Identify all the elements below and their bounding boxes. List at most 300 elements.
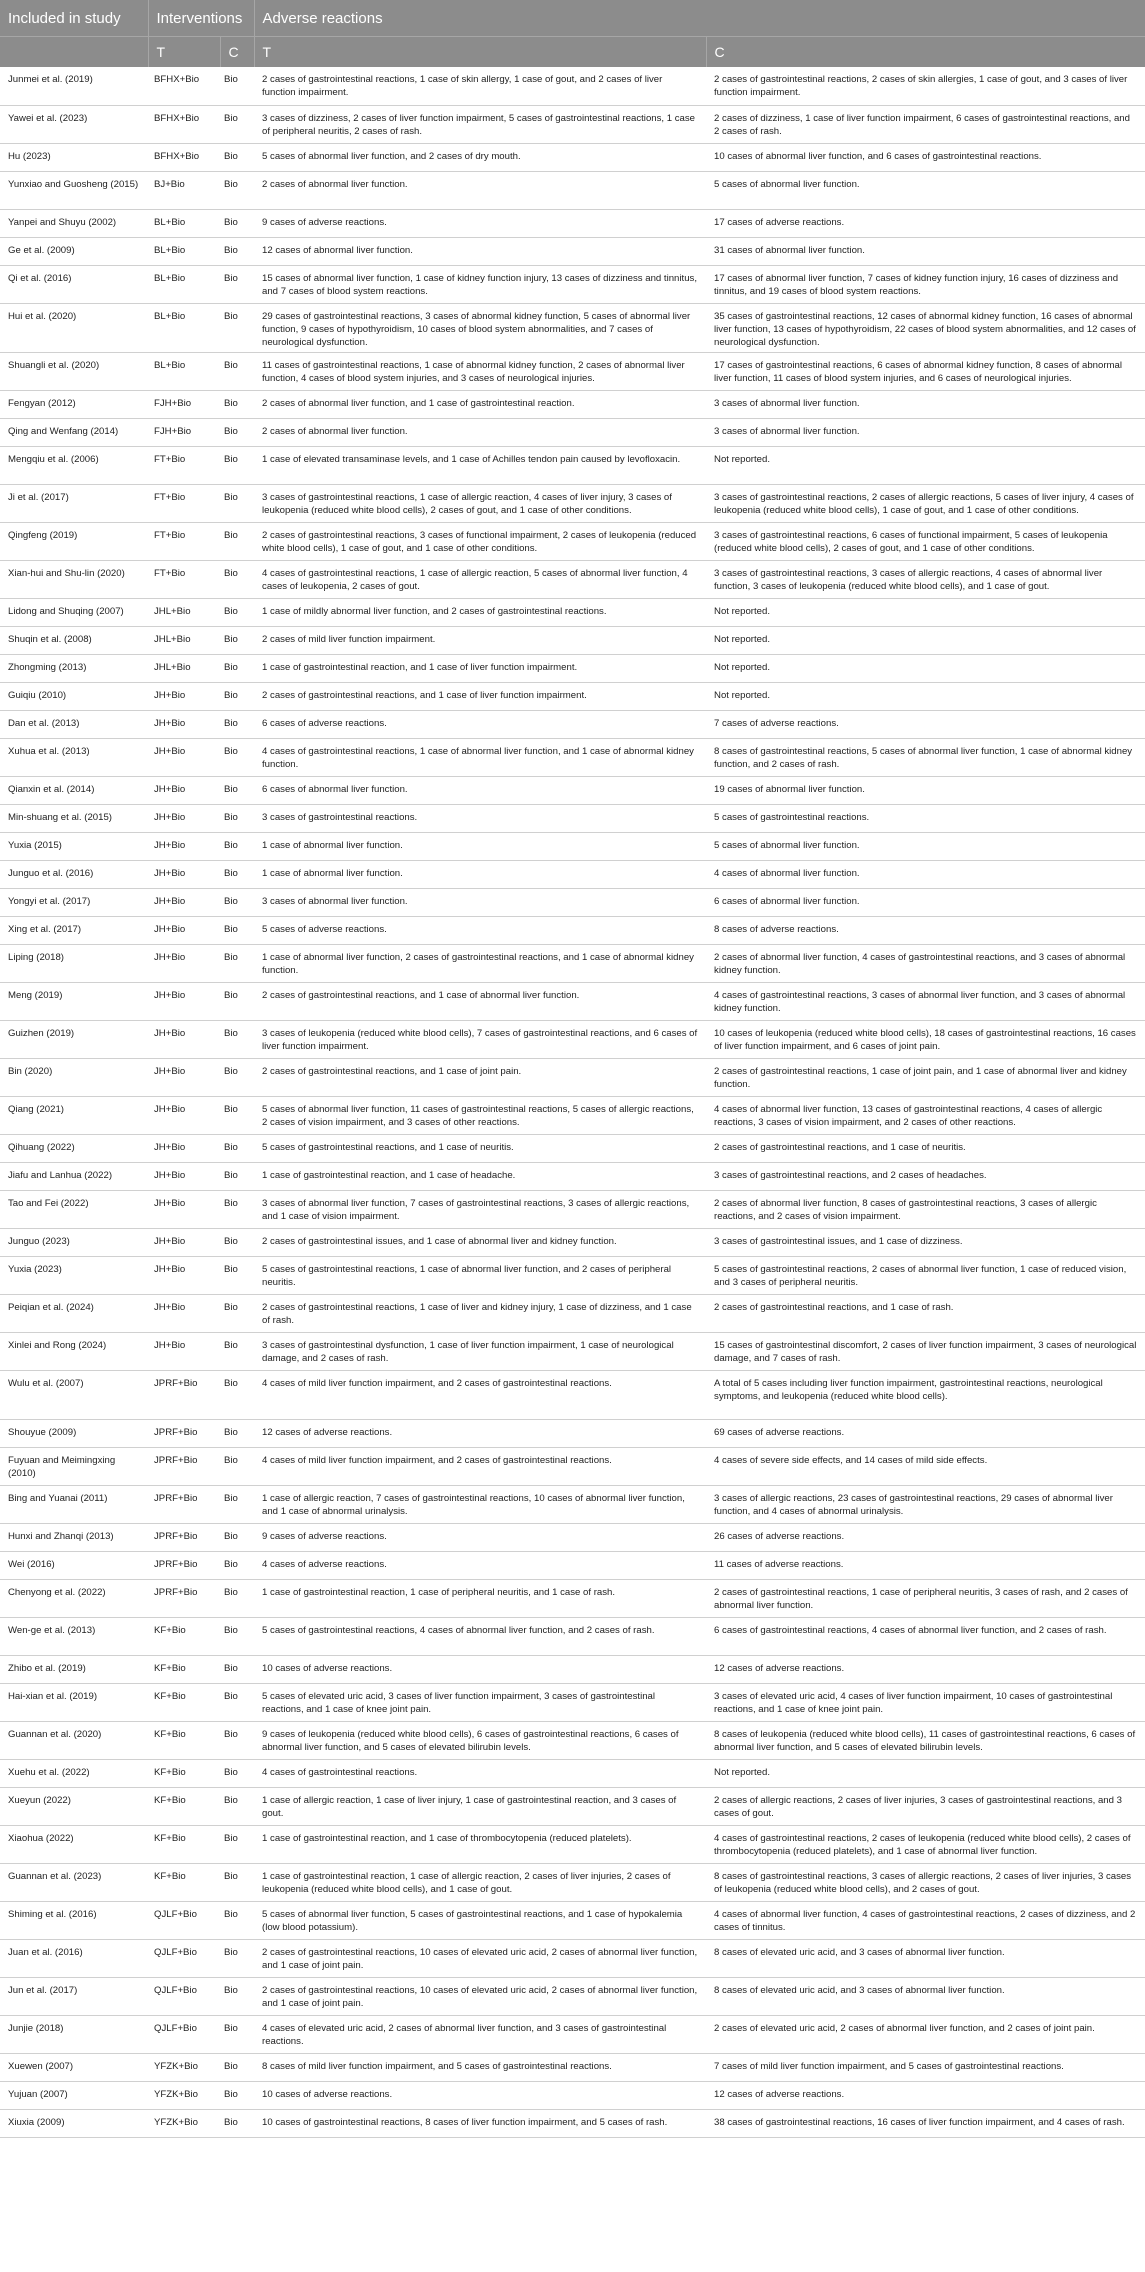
cell-adverse-t: 5 cases of gastrointestinal reactions, 1 case of abnormal liver function, and 2 cases of peripheral neuritis. — [254, 1256, 706, 1294]
cell-adverse-c: 17 cases of abnormal liver function, 7 cases of kidney function injury, 16 cases of dizziness and tinnitus, and 19 cases of blood system reactions. — [706, 265, 1145, 303]
cell-intervention-c: Bio — [220, 2053, 254, 2081]
cell-intervention-c: Bio — [220, 1579, 254, 1617]
cell-adverse-c: 8 cases of elevated uric acid, and 3 cases of abnormal liver function. — [706, 1977, 1145, 2015]
cell-study: Wulu et al. (2007) — [0, 1370, 148, 1419]
cell-intervention-c: Bio — [220, 2015, 254, 2053]
cell-adverse-c: Not reported. — [706, 626, 1145, 654]
table-row — [0, 1863, 1145, 1901]
cell-intervention-t: JPRF+Bio — [148, 1485, 220, 1523]
cell-intervention-t: JH+Bio — [148, 1162, 220, 1190]
cell-adverse-c: 10 cases of leukopenia (reduced white blood cells), 18 cases of gastrointestinal reactions, 16 cases of liver function impairment, and 6 cases of joint pain. — [706, 1020, 1145, 1058]
cell-intervention-c: Bio — [220, 143, 254, 171]
table-row — [0, 888, 1145, 916]
cell-study: Junguo (2023) — [0, 1228, 148, 1256]
cell-study: Zhibo et al. (2019) — [0, 1655, 148, 1683]
cell-adverse-c: 3 cases of gastrointestinal reactions, and 2 cases of headaches. — [706, 1162, 1145, 1190]
header-adverse-reactions: Adverse reactions — [254, 0, 1145, 37]
cell-adverse-c: 2 cases of gastrointestinal reactions, 1 case of joint pain, and 1 case of abnormal liver and kidney function. — [706, 1058, 1145, 1096]
cell-adverse-c: 8 cases of gastrointestinal reactions, 5 cases of abnormal liver function, 1 case of abnormal kidney function, and 2 cases of rash. — [706, 738, 1145, 776]
cell-intervention-t: JH+Bio — [148, 710, 220, 738]
cell-intervention-c: Bio — [220, 1551, 254, 1579]
cell-study: Xinlei and Rong (2024) — [0, 1332, 148, 1370]
cell-study: Qingfeng (2019) — [0, 522, 148, 560]
cell-intervention-c: Bio — [220, 67, 254, 105]
table-row — [0, 265, 1145, 303]
cell-adverse-t: 3 cases of gastrointestinal reactions, 1 case of allergic reaction, 4 cases of liver injury, 3 cases of leukopenia (reduced white blood cells), 2 cases of gout, and 1 case of other conditions. — [254, 484, 706, 522]
cell-adverse-t: 4 cases of adverse reactions. — [254, 1551, 706, 1579]
table-row — [0, 1977, 1145, 2015]
cell-intervention-c: Bio — [220, 1721, 254, 1759]
cell-study: Qi et al. (2016) — [0, 265, 148, 303]
cell-intervention-c: Bio — [220, 2109, 254, 2137]
cell-intervention-c: Bio — [220, 1332, 254, 1370]
cell-adverse-t: 2 cases of gastrointestinal reactions, 10 cases of elevated uric acid, 2 cases of abnormal liver function, and 1 case of joint pain. — [254, 1939, 706, 1977]
table-row — [0, 1721, 1145, 1759]
cell-adverse-t: 2 cases of gastrointestinal issues, and 1 case of abnormal liver and kidney function. — [254, 1228, 706, 1256]
cell-adverse-t: 5 cases of abnormal liver function, 5 cases of gastrointestinal reactions, and 1 case of hypokalemia (low blood potassium). — [254, 1901, 706, 1939]
cell-adverse-t: 29 cases of gastrointestinal reactions, 3 cases of abnormal kidney function, 5 cases of abnormal liver function, 9 cases of hypothyroidism, 10 cases of blood system abnormalities, and 7 cases of neurological dysfunction. — [254, 303, 706, 352]
cell-adverse-c: 31 cases of abnormal liver function. — [706, 237, 1145, 265]
table-row — [0, 171, 1145, 209]
cell-adverse-t: 4 cases of mild liver function impairment, and 2 cases of gastrointestinal reactions. — [254, 1370, 706, 1419]
cell-adverse-c: 7 cases of mild liver function impairment, and 5 cases of gastrointestinal reactions. — [706, 2053, 1145, 2081]
cell-intervention-t: BFHX+Bio — [148, 105, 220, 143]
cell-study: Bing and Yuanai (2011) — [0, 1485, 148, 1523]
cell-intervention-c: Bio — [220, 1190, 254, 1228]
table-row — [0, 916, 1145, 944]
cell-study: Xuewen (2007) — [0, 2053, 148, 2081]
cell-study: Guannan et al. (2023) — [0, 1863, 148, 1901]
cell-intervention-t: JH+Bio — [148, 738, 220, 776]
cell-adverse-t: 1 case of gastrointestinal reaction, and 1 case of liver function impairment. — [254, 654, 706, 682]
table-row — [0, 105, 1145, 143]
cell-intervention-t: FT+Bio — [148, 522, 220, 560]
cell-study: Fengyan (2012) — [0, 390, 148, 418]
table-row — [0, 1551, 1145, 1579]
cell-intervention-c: Bio — [220, 390, 254, 418]
table-row — [0, 1683, 1145, 1721]
cell-study: Junmei et al. (2019) — [0, 67, 148, 105]
cell-adverse-c: 2 cases of dizziness, 1 case of liver function impairment, 6 cases of gastrointestinal reactions, and 2 cases of rash. — [706, 105, 1145, 143]
cell-study: Guiqiu (2010) — [0, 682, 148, 710]
cell-adverse-c: 8 cases of gastrointestinal reactions, 3 cases of allergic reactions, 2 cases of liver injuries, 3 cases of leukopenia (reduced white blood cells), and 2 cases of gout. — [706, 1863, 1145, 1901]
cell-adverse-t: 2 cases of abnormal liver function. — [254, 171, 706, 209]
cell-study: Jun et al. (2017) — [0, 1977, 148, 2015]
cell-study: Hui et al. (2020) — [0, 303, 148, 352]
cell-intervention-t: JHL+Bio — [148, 598, 220, 626]
cell-adverse-t: 2 cases of mild liver function impairment. — [254, 626, 706, 654]
cell-intervention-c: Bio — [220, 626, 254, 654]
cell-adverse-t: 6 cases of adverse reactions. — [254, 710, 706, 738]
table-row — [0, 598, 1145, 626]
cell-adverse-c: 3 cases of gastrointestinal reactions, 6 cases of functional impairment, 5 cases of leukopenia (reduced white blood cells), 2 cases of gout, and 1 case of other conditions. — [706, 522, 1145, 560]
cell-intervention-t: YFZK+Bio — [148, 2109, 220, 2137]
header-adverse-c: C — [706, 37, 1145, 68]
cell-adverse-c: Not reported. — [706, 446, 1145, 484]
cell-study: Guannan et al. (2020) — [0, 1721, 148, 1759]
cell-adverse-t: 2 cases of gastrointestinal reactions, 1 case of liver and kidney injury, 1 case of dizziness, and 1 case of rash. — [254, 1294, 706, 1332]
table-row — [0, 446, 1145, 484]
table-row — [0, 352, 1145, 390]
table-row — [0, 1419, 1145, 1447]
table-row — [0, 1523, 1145, 1551]
cell-intervention-c: Bio — [220, 1787, 254, 1825]
cell-adverse-t: 6 cases of abnormal liver function. — [254, 776, 706, 804]
cell-adverse-c: 11 cases of adverse reactions. — [706, 1551, 1145, 1579]
cell-adverse-c: 38 cases of gastrointestinal reactions, 16 cases of liver function impairment, and 4 cases of rash. — [706, 2109, 1145, 2137]
cell-intervention-t: YFZK+Bio — [148, 2081, 220, 2109]
table-row — [0, 1939, 1145, 1977]
cell-adverse-t: 1 case of allergic reaction, 1 case of liver injury, 1 case of gastrointestinal reaction, and 3 cases of gout. — [254, 1787, 706, 1825]
table-row — [0, 1787, 1145, 1825]
cell-intervention-t: QJLF+Bio — [148, 1901, 220, 1939]
cell-study: Chenyong et al. (2022) — [0, 1579, 148, 1617]
table-row — [0, 860, 1145, 888]
cell-intervention-t: JH+Bio — [148, 776, 220, 804]
cell-intervention-t: JH+Bio — [148, 982, 220, 1020]
cell-study: Qiang (2021) — [0, 1096, 148, 1134]
cell-intervention-c: Bio — [220, 1523, 254, 1551]
table-row — [0, 1617, 1145, 1655]
table-row — [0, 1134, 1145, 1162]
table-row — [0, 626, 1145, 654]
cell-adverse-c: Not reported. — [706, 682, 1145, 710]
cell-adverse-t: 9 cases of adverse reactions. — [254, 209, 706, 237]
cell-intervention-c: Bio — [220, 1256, 254, 1294]
cell-adverse-t: 1 case of gastrointestinal reaction, and 1 case of thrombocytopenia (reduced platelets). — [254, 1825, 706, 1863]
table-row — [0, 832, 1145, 860]
cell-intervention-c: Bio — [220, 2081, 254, 2109]
cell-intervention-c: Bio — [220, 237, 254, 265]
cell-intervention-t: BFHX+Bio — [148, 143, 220, 171]
cell-intervention-c: Bio — [220, 1419, 254, 1447]
table-header — [0, 0, 1145, 67]
cell-adverse-t: 15 cases of abnormal liver function, 1 case of kidney function injury, 13 cases of dizziness and tinnitus, and 7 cases of blood system reactions. — [254, 265, 706, 303]
table-row — [0, 1759, 1145, 1787]
cell-intervention-t: JH+Bio — [148, 1228, 220, 1256]
cell-study: Shuqin et al. (2008) — [0, 626, 148, 654]
cell-adverse-t: 2 cases of abnormal liver function, and 1 case of gastrointestinal reaction. — [254, 390, 706, 418]
table-row — [0, 1485, 1145, 1523]
cell-intervention-c: Bio — [220, 944, 254, 982]
cell-adverse-c: 10 cases of abnormal liver function, and 6 cases of gastrointestinal reactions. — [706, 143, 1145, 171]
table-row — [0, 1256, 1145, 1294]
cell-intervention-c: Bio — [220, 1134, 254, 1162]
cell-intervention-t: FJH+Bio — [148, 418, 220, 446]
cell-intervention-t: JH+Bio — [148, 860, 220, 888]
cell-intervention-c: Bio — [220, 682, 254, 710]
cell-adverse-c: Not reported. — [706, 598, 1145, 626]
cell-study: Qing and Wenfang (2014) — [0, 418, 148, 446]
table-row — [0, 1370, 1145, 1419]
cell-intervention-c: Bio — [220, 560, 254, 598]
cell-intervention-t: JH+Bio — [148, 1190, 220, 1228]
cell-adverse-c: A total of 5 cases including liver function impairment, gastrointestinal reactions, neurological symptoms, and leukopenia (reduced white blood cells). — [706, 1370, 1145, 1419]
cell-intervention-c: Bio — [220, 1901, 254, 1939]
cell-intervention-t: JHL+Bio — [148, 626, 220, 654]
header-intervention-c: C — [220, 37, 254, 68]
cell-study: Liping (2018) — [0, 944, 148, 982]
table-row — [0, 738, 1145, 776]
cell-study: Shiming et al. (2016) — [0, 1901, 148, 1939]
cell-study: Xiuxia (2009) — [0, 2109, 148, 2137]
cell-intervention-c: Bio — [220, 105, 254, 143]
cell-adverse-t: 3 cases of abnormal liver function. — [254, 888, 706, 916]
cell-intervention-t: KF+Bio — [148, 1787, 220, 1825]
cell-adverse-t: 1 case of abnormal liver function, 2 cases of gastrointestinal reactions, and 1 case of abnormal kidney function. — [254, 944, 706, 982]
table-row — [0, 1058, 1145, 1096]
cell-intervention-t: BFHX+Bio — [148, 67, 220, 105]
cell-study: Bin (2020) — [0, 1058, 148, 1096]
cell-intervention-c: Bio — [220, 1370, 254, 1419]
cell-study: Junjie (2018) — [0, 2015, 148, 2053]
table-row — [0, 1332, 1145, 1370]
header-intervention-t: T — [148, 37, 220, 68]
cell-intervention-t: YFZK+Bio — [148, 2053, 220, 2081]
cell-intervention-c: Bio — [220, 1825, 254, 1863]
cell-adverse-t: 9 cases of adverse reactions. — [254, 1523, 706, 1551]
cell-adverse-t: 3 cases of leukopenia (reduced white blood cells), 7 cases of gastrointestinal reactions, and 6 cases of liver function impairment. — [254, 1020, 706, 1058]
cell-study: Yongyi et al. (2017) — [0, 888, 148, 916]
table-row — [0, 522, 1145, 560]
header-study: Included in study — [0, 0, 148, 37]
cell-adverse-t: 3 cases of gastrointestinal reactions. — [254, 804, 706, 832]
cell-intervention-t: FT+Bio — [148, 446, 220, 484]
cell-adverse-t: 3 cases of abnormal liver function, 7 cases of gastrointestinal reactions, 3 cases of allergic reactions, and 1 case of vision impairment. — [254, 1190, 706, 1228]
cell-study: Xuhua et al. (2013) — [0, 738, 148, 776]
cell-adverse-c: 3 cases of allergic reactions, 23 cases of gastrointestinal reactions, 29 cases of abnormal liver function, and 4 cases of abnormal urinalysis. — [706, 1485, 1145, 1523]
cell-intervention-t: JH+Bio — [148, 1256, 220, 1294]
cell-adverse-c: 4 cases of gastrointestinal reactions, 2 cases of leukopenia (reduced white blood cells), 2 cases of thrombocytopenia (reduced platelets), and 1 case of abnormal liver function. — [706, 1825, 1145, 1863]
cell-adverse-t: 2 cases of gastrointestinal reactions, and 1 case of liver function impairment. — [254, 682, 706, 710]
cell-adverse-c: 5 cases of abnormal liver function. — [706, 832, 1145, 860]
cell-study: Yunxiao and Guosheng (2015) — [0, 171, 148, 209]
table-row — [0, 484, 1145, 522]
cell-intervention-t: JPRF+Bio — [148, 1551, 220, 1579]
table-row — [0, 682, 1145, 710]
cell-adverse-c: 2 cases of abnormal liver function, 8 cases of gastrointestinal reactions, 3 cases of allergic reactions, and 2 cases of vision impairment. — [706, 1190, 1145, 1228]
cell-study: Ji et al. (2017) — [0, 484, 148, 522]
table-row — [0, 1901, 1145, 1939]
cell-adverse-t: 10 cases of adverse reactions. — [254, 1655, 706, 1683]
cell-intervention-c: Bio — [220, 710, 254, 738]
cell-adverse-t: 10 cases of adverse reactions. — [254, 2081, 706, 2109]
cell-study: Xian-hui and Shu-lin (2020) — [0, 560, 148, 598]
cell-adverse-t: 1 case of abnormal liver function. — [254, 832, 706, 860]
cell-intervention-c: Bio — [220, 738, 254, 776]
cell-adverse-t: 2 cases of abnormal liver function. — [254, 418, 706, 446]
cell-adverse-t: 2 cases of gastrointestinal reactions, and 1 case of abnormal liver function. — [254, 982, 706, 1020]
table-row — [0, 1190, 1145, 1228]
cell-intervention-t: KF+Bio — [148, 1655, 220, 1683]
cell-study: Xiaohua (2022) — [0, 1825, 148, 1863]
cell-intervention-t: BL+Bio — [148, 209, 220, 237]
cell-adverse-c: 2 cases of allergic reactions, 2 cases of liver injuries, 3 cases of gastrointestinal reactions, and 3 cases of gout. — [706, 1787, 1145, 1825]
table-row — [0, 776, 1145, 804]
cell-intervention-c: Bio — [220, 598, 254, 626]
cell-adverse-t: 5 cases of abnormal liver function, and 2 cases of dry mouth. — [254, 143, 706, 171]
cell-study: Guizhen (2019) — [0, 1020, 148, 1058]
cell-adverse-c: 6 cases of abnormal liver function. — [706, 888, 1145, 916]
cell-intervention-t: JH+Bio — [148, 832, 220, 860]
cell-intervention-t: JPRF+Bio — [148, 1579, 220, 1617]
table-row — [0, 654, 1145, 682]
cell-adverse-t: 12 cases of abnormal liver function. — [254, 237, 706, 265]
cell-intervention-t: QJLF+Bio — [148, 1939, 220, 1977]
cell-intervention-t: JH+Bio — [148, 1332, 220, 1370]
cell-study: Wei (2016) — [0, 1551, 148, 1579]
cell-intervention-c: Bio — [220, 1447, 254, 1485]
cell-adverse-c: 2 cases of gastrointestinal reactions, and 1 case of rash. — [706, 1294, 1145, 1332]
cell-adverse-c: 35 cases of gastrointestinal reactions, 12 cases of abnormal kidney function, 16 cases of abnormal liver function, 13 cases of hypothyroidism, 22 cases of blood system abnormalities, and 12 cases of neurological dysfunction. — [706, 303, 1145, 352]
cell-intervention-t: JH+Bio — [148, 1058, 220, 1096]
cell-adverse-c: 4 cases of severe side effects, and 14 cases of mild side effects. — [706, 1447, 1145, 1485]
cell-intervention-t: JH+Bio — [148, 1294, 220, 1332]
cell-intervention-c: Bio — [220, 888, 254, 916]
table-body — [0, 67, 1145, 2137]
cell-intervention-t: JH+Bio — [148, 1096, 220, 1134]
cell-adverse-c: 8 cases of leukopenia (reduced white blood cells), 11 cases of gastrointestinal reactions, 6 cases of abnormal liver function, and 5 cases of elevated bilirubin levels. — [706, 1721, 1145, 1759]
cell-intervention-t: KF+Bio — [148, 1759, 220, 1787]
cell-intervention-c: Bio — [220, 776, 254, 804]
cell-adverse-t: 1 case of mildly abnormal liver function, and 2 cases of gastrointestinal reactions. — [254, 598, 706, 626]
cell-adverse-t: 1 case of allergic reaction, 7 cases of gastrointestinal reactions, 10 cases of abnormal liver function, and 1 case of abnormal urinalysis. — [254, 1485, 706, 1523]
table-row — [0, 1096, 1145, 1134]
cell-study: Yuxia (2023) — [0, 1256, 148, 1294]
header-interventions: Interventions — [148, 0, 254, 37]
cell-intervention-c: Bio — [220, 1162, 254, 1190]
cell-intervention-t: FJH+Bio — [148, 390, 220, 418]
cell-intervention-t: BL+Bio — [148, 237, 220, 265]
cell-intervention-t: JH+Bio — [148, 1020, 220, 1058]
cell-intervention-c: Bio — [220, 1294, 254, 1332]
header-blank — [0, 37, 148, 68]
cell-adverse-c: 8 cases of elevated uric acid, and 3 cases of abnormal liver function. — [706, 1939, 1145, 1977]
cell-adverse-t: 4 cases of gastrointestinal reactions, 1 case of allergic reaction, 5 cases of abnormal liver function, 4 cases of leukopenia, 2 cases of gout. — [254, 560, 706, 598]
table-row — [0, 143, 1145, 171]
table-row — [0, 1162, 1145, 1190]
cell-study: Yanpei and Shuyu (2002) — [0, 209, 148, 237]
cell-adverse-c: 69 cases of adverse reactions. — [706, 1419, 1145, 1447]
cell-adverse-t: 4 cases of gastrointestinal reactions. — [254, 1759, 706, 1787]
cell-adverse-c: 3 cases of gastrointestinal reactions, 2 cases of allergic reactions, 5 cases of liver injury, 4 cases of leukopenia (reduced white blood cells), 1 case of gout, and 1 case of other conditions. — [706, 484, 1145, 522]
cell-adverse-t: 4 cases of elevated uric acid, 2 cases of abnormal liver function, and 3 cases of gastrointestinal reactions. — [254, 2015, 706, 2053]
cell-adverse-c: 4 cases of abnormal liver function, 4 cases of gastrointestinal reactions, 2 cases of dizziness, and 2 cases of tinnitus. — [706, 1901, 1145, 1939]
cell-adverse-t: 2 cases of gastrointestinal reactions, and 1 case of joint pain. — [254, 1058, 706, 1096]
cell-intervention-t: JPRF+Bio — [148, 1447, 220, 1485]
cell-adverse-c: 12 cases of adverse reactions. — [706, 2081, 1145, 2109]
cell-study: Lidong and Shuqing (2007) — [0, 598, 148, 626]
cell-adverse-c: 5 cases of gastrointestinal reactions, 2 cases of abnormal liver function, 1 case of reduced vision, and 3 cases of peripheral neuritis. — [706, 1256, 1145, 1294]
cell-intervention-c: Bio — [220, 860, 254, 888]
cell-intervention-t: QJLF+Bio — [148, 1977, 220, 2015]
cell-intervention-c: Bio — [220, 654, 254, 682]
cell-adverse-c: 2 cases of abnormal liver function, 4 cases of gastrointestinal reactions, and 3 cases of abnormal kidney function. — [706, 944, 1145, 982]
cell-intervention-c: Bio — [220, 352, 254, 390]
cell-intervention-t: KF+Bio — [148, 1683, 220, 1721]
cell-intervention-t: BJ+Bio — [148, 171, 220, 209]
table-row — [0, 1579, 1145, 1617]
cell-study: Zhongming (2013) — [0, 654, 148, 682]
cell-intervention-c: Bio — [220, 1759, 254, 1787]
cell-study: Yawei et al. (2023) — [0, 105, 148, 143]
cell-adverse-t: 3 cases of dizziness, 2 cases of liver function impairment, 5 cases of gastrointestinal reactions, 1 case of peripheral neuritis, 2 cases of rash. — [254, 105, 706, 143]
cell-study: Tao and Fei (2022) — [0, 1190, 148, 1228]
cell-adverse-c: Not reported. — [706, 1759, 1145, 1787]
cell-study: Yujuan (2007) — [0, 2081, 148, 2109]
cell-adverse-c: 5 cases of gastrointestinal reactions. — [706, 804, 1145, 832]
cell-adverse-t: 11 cases of gastrointestinal reactions, 1 case of abnormal kidney function, 2 cases of abnormal liver function, 4 cases of blood system injuries, and 3 cases of neurological injuries. — [254, 352, 706, 390]
cell-adverse-c: 2 cases of gastrointestinal reactions, and 1 case of neuritis. — [706, 1134, 1145, 1162]
cell-study: Qianxin et al. (2014) — [0, 776, 148, 804]
table-row — [0, 2081, 1145, 2109]
cell-adverse-t: 1 case of gastrointestinal reaction, 1 case of allergic reaction, 2 cases of liver injuries, 2 cases of leukopenia (reduced white blood cells), and 1 case of gout. — [254, 1863, 706, 1901]
cell-intervention-t: FT+Bio — [148, 484, 220, 522]
cell-adverse-t: 5 cases of gastrointestinal reactions, 4 cases of abnormal liver function, and 2 cases of rash. — [254, 1617, 706, 1655]
cell-study: Hai-xian et al. (2019) — [0, 1683, 148, 1721]
cell-study: Shuangli et al. (2020) — [0, 352, 148, 390]
cell-adverse-c: 3 cases of abnormal liver function. — [706, 390, 1145, 418]
cell-intervention-c: Bio — [220, 916, 254, 944]
cell-adverse-t: 4 cases of mild liver function impairment, and 2 cases of gastrointestinal reactions. — [254, 1447, 706, 1485]
cell-intervention-c: Bio — [220, 1977, 254, 2015]
table-row — [0, 390, 1145, 418]
cell-study: Hu (2023) — [0, 143, 148, 171]
cell-adverse-t: 1 case of elevated transaminase levels, and 1 case of Achilles tendon pain caused by levofloxacin. — [254, 446, 706, 484]
cell-adverse-c: 8 cases of adverse reactions. — [706, 916, 1145, 944]
cell-adverse-t: 1 case of gastrointestinal reaction, and 1 case of headache. — [254, 1162, 706, 1190]
table-row — [0, 2109, 1145, 2137]
cell-adverse-t: 8 cases of mild liver function impairment, and 5 cases of gastrointestinal reactions. — [254, 2053, 706, 2081]
cell-adverse-c: 5 cases of abnormal liver function. — [706, 171, 1145, 209]
cell-adverse-t: 2 cases of gastrointestinal reactions, 3 cases of functional impairment, 2 cases of leukopenia (reduced white blood cells), 1 case of gout, and 1 case of other conditions. — [254, 522, 706, 560]
table-row — [0, 710, 1145, 738]
cell-intervention-c: Bio — [220, 1485, 254, 1523]
cell-study: Meng (2019) — [0, 982, 148, 1020]
cell-adverse-c: 6 cases of gastrointestinal reactions, 4 cases of abnormal liver function, and 2 cases of rash. — [706, 1617, 1145, 1655]
table-row — [0, 2015, 1145, 2053]
cell-intervention-c: Bio — [220, 171, 254, 209]
cell-adverse-c: 7 cases of adverse reactions. — [706, 710, 1145, 738]
cell-adverse-c: 2 cases of gastrointestinal reactions, 2 cases of skin allergies, 1 case of gout, and 3 cases of liver function impairment. — [706, 67, 1145, 105]
cell-adverse-t: 5 cases of elevated uric acid, 3 cases of liver function impairment, 3 cases of gastrointestinal reactions, and 1 case of knee joint pain. — [254, 1683, 706, 1721]
cell-study: Xing et al. (2017) — [0, 916, 148, 944]
cell-adverse-c: 3 cases of gastrointestinal issues, and 1 case of dizziness. — [706, 1228, 1145, 1256]
cell-intervention-t: KF+Bio — [148, 1825, 220, 1863]
cell-study: Xuehu et al. (2022) — [0, 1759, 148, 1787]
table-row — [0, 804, 1145, 832]
cell-adverse-t: 5 cases of gastrointestinal reactions, and 1 case of neuritis. — [254, 1134, 706, 1162]
table-row — [0, 1655, 1145, 1683]
cell-study: Wen-ge et al. (2013) — [0, 1617, 148, 1655]
cell-adverse-t: 3 cases of gastrointestinal dysfunction, 1 case of liver function impairment, 1 case of neurological damage, and 2 cases of rash. — [254, 1332, 706, 1370]
cell-intervention-c: Bio — [220, 446, 254, 484]
table-row — [0, 1294, 1145, 1332]
cell-intervention-t: JH+Bio — [148, 804, 220, 832]
table-row — [0, 1447, 1145, 1485]
cell-adverse-c: 15 cases of gastrointestinal discomfort, 2 cases of liver function impairment, 3 cases of neurological damage, and 7 cases of rash. — [706, 1332, 1145, 1370]
cell-intervention-c: Bio — [220, 832, 254, 860]
cell-intervention-c: Bio — [220, 484, 254, 522]
cell-intervention-c: Bio — [220, 804, 254, 832]
cell-intervention-c: Bio — [220, 1058, 254, 1096]
cell-adverse-c: 3 cases of abnormal liver function. — [706, 418, 1145, 446]
cell-adverse-t: 5 cases of abnormal liver function, 11 cases of gastrointestinal reactions, 5 cases of allergic reactions, 2 cases of vision impairment, and 3 cases of other reactions. — [254, 1096, 706, 1134]
cell-intervention-c: Bio — [220, 1939, 254, 1977]
table-row — [0, 418, 1145, 446]
cell-study: Qihuang (2022) — [0, 1134, 148, 1162]
cell-intervention-c: Bio — [220, 982, 254, 1020]
